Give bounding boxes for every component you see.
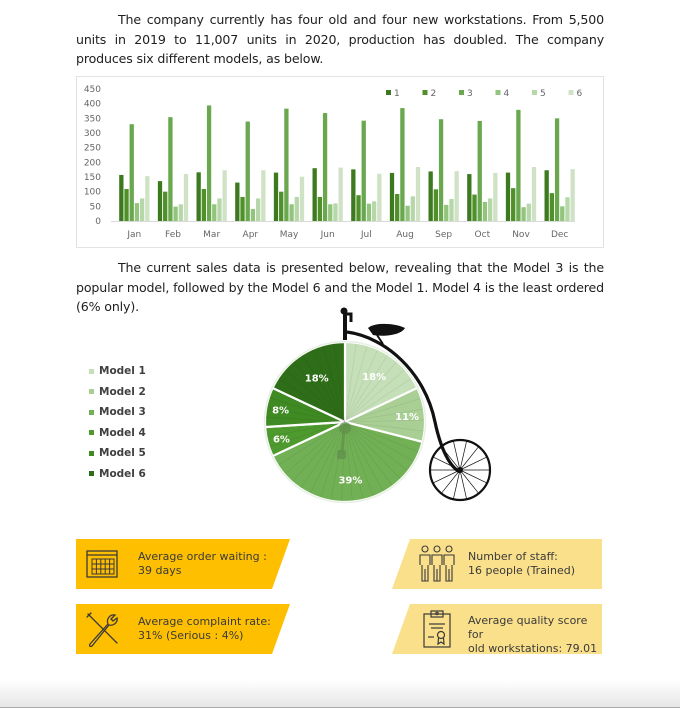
- staff-icon: [418, 545, 456, 583]
- bar-aug-model-1: [390, 173, 394, 221]
- bar-aug-model-4: [405, 206, 409, 221]
- x-tick-label: Dec: [550, 230, 569, 240]
- bar-mar-model-4: [212, 204, 216, 221]
- bar-may-model-4: [289, 204, 293, 221]
- pie-data-label: 18%: [362, 372, 387, 384]
- pie-data-label: 11%: [395, 412, 420, 424]
- bar-may-model-5: [295, 197, 299, 221]
- card-quality-score: [392, 604, 602, 654]
- pie-data-label: 18%: [304, 373, 329, 385]
- bar-feb-model-3: [168, 117, 172, 221]
- legend-swatch: [89, 471, 94, 476]
- clipboard-certificate-icon: [422, 609, 452, 649]
- rear-wheel-hub: [457, 467, 463, 473]
- y-tick-label: 0: [95, 217, 101, 227]
- bar-nov-model-3: [516, 110, 520, 221]
- bar-may-model-6: [300, 177, 304, 221]
- pie-data-label: 8%: [272, 405, 290, 417]
- bar-jun-model-4: [328, 204, 332, 221]
- bar-jul-model-4: [367, 204, 371, 221]
- pie-legend-item: [89, 361, 146, 382]
- bar-sep-model-6: [455, 171, 459, 221]
- y-tick-label: 250: [83, 143, 101, 154]
- y-tick-label: 150: [83, 173, 101, 183]
- bar-nov-model-6: [532, 167, 536, 221]
- y-tick-label: 100: [83, 187, 101, 198]
- bar-jan-model-6: [145, 176, 149, 221]
- bar-dec-model-6: [571, 169, 575, 221]
- legend-label: 2: [430, 89, 437, 99]
- saddle: [368, 324, 405, 336]
- bar-oct-model-4: [483, 202, 487, 221]
- x-tick-label: Jul: [360, 230, 372, 240]
- bar-jul-model-6: [377, 174, 381, 221]
- legend-label: Model 5: [99, 447, 146, 460]
- y-tick-label: 450: [83, 85, 101, 95]
- bar-dec-model-1: [545, 170, 549, 221]
- bar-jun-model-6: [339, 168, 343, 221]
- intro-paragraph: [76, 10, 604, 69]
- bar-jan-model-5: [140, 198, 144, 221]
- card-value: 16 people (Trained): [468, 564, 576, 577]
- pedal: [337, 450, 346, 459]
- legend-swatch: [532, 90, 537, 95]
- bar-dec-model-4: [560, 206, 564, 221]
- bar-oct-model-2: [472, 195, 476, 221]
- legend-swatch: [89, 451, 94, 456]
- x-tick-label: Jun: [320, 230, 335, 240]
- card-label: Number of staff:: [468, 550, 558, 563]
- bar-mar-model-2: [202, 189, 206, 221]
- x-tick-label: Feb: [165, 230, 181, 240]
- bar-jul-model-1: [351, 169, 355, 221]
- bar-sep-model-3: [439, 119, 443, 221]
- tools-icon: [84, 610, 122, 648]
- card-value: 31% (Serious : 4%): [138, 629, 244, 642]
- card-label: Average order waiting :: [138, 550, 267, 563]
- bar-oct-model-1: [467, 174, 471, 221]
- bar-nov-model-1: [506, 173, 510, 221]
- legend-swatch: [569, 90, 574, 95]
- x-tick-label: Jan: [127, 230, 142, 240]
- y-tick-label: 400: [83, 99, 101, 110]
- pie-data-label: 6%: [272, 434, 290, 446]
- rear-wheel-spoke: [433, 470, 460, 483]
- pie-legend-item: [89, 423, 146, 444]
- legend-label: 5: [540, 89, 546, 99]
- bar-feb-model-4: [173, 207, 177, 221]
- legend-label: 3: [467, 89, 473, 99]
- bar-nov-model-2: [511, 188, 515, 221]
- bar-may-model-1: [274, 173, 278, 221]
- y-tick-label: 300: [83, 129, 101, 139]
- pie-legend-item: [89, 382, 146, 403]
- bar-aug-model-3: [400, 108, 404, 221]
- legend-label: 1: [394, 89, 400, 99]
- bar-mar-model-6: [223, 170, 227, 221]
- bar-apr-model-2: [240, 197, 244, 221]
- bar-dec-model-2: [550, 193, 554, 221]
- bar-sep-model-4: [444, 205, 448, 221]
- bar-dec-model-5: [565, 197, 569, 221]
- y-tick-label: 350: [83, 114, 101, 125]
- x-tick-label: Mar: [203, 230, 221, 240]
- legend-label: Model 3: [99, 406, 146, 419]
- bar-mar-model-3: [207, 105, 211, 221]
- sales-text: The current sales data is presented below, revealing that the Model 3 is the popular model, followed by the Model 6 and the Model 1. Model 4 is the least ordered (6% only).: [76, 260, 604, 314]
- bar-mar-model-5: [217, 198, 221, 221]
- bar-jun-model-1: [313, 168, 317, 221]
- bar-sep-model-1: [429, 171, 433, 221]
- card-label: Average quality score for: [468, 614, 588, 641]
- bar-oct-model-6: [493, 173, 497, 221]
- x-tick-label: Aug: [396, 230, 414, 240]
- bar-jul-model-3: [362, 121, 366, 221]
- card-complaint-rate: [76, 604, 290, 654]
- legend-swatch: [496, 90, 501, 95]
- bar-apr-model-3: [246, 122, 250, 221]
- bar-aug-model-2: [395, 194, 399, 221]
- legend-label: Model 4: [99, 426, 146, 439]
- bar-jan-model-3: [130, 124, 134, 221]
- pie-legend-item: [89, 443, 146, 464]
- bar-sep-model-2: [434, 189, 438, 221]
- x-tick-label: Oct: [474, 230, 491, 240]
- bar-mar-model-1: [197, 172, 201, 221]
- bar-jun-model-5: [333, 203, 337, 221]
- bar-jun-model-2: [318, 197, 322, 221]
- rear-wheel-spoke: [460, 470, 487, 483]
- penny-farthing-pie-chart: [255, 302, 505, 507]
- page-bottom-shadow: [0, 680, 680, 707]
- bar-aug-model-5: [411, 196, 415, 221]
- bar-jun-model-3: [323, 113, 327, 221]
- legend-label: Model 6: [99, 467, 146, 480]
- pie-legend-item: [89, 402, 146, 423]
- bar-feb-model-6: [184, 174, 188, 221]
- calendar-icon: [86, 550, 118, 578]
- bar-jan-model-4: [135, 203, 139, 221]
- legend-swatch: [386, 90, 391, 95]
- bar-nov-model-4: [521, 207, 525, 221]
- legend-label: 6: [576, 89, 583, 99]
- x-tick-label: May: [279, 230, 299, 240]
- bar-jul-model-2: [356, 195, 360, 221]
- bar-apr-model-5: [256, 198, 260, 221]
- x-tick-label: Sep: [435, 230, 453, 240]
- y-tick-label: 200: [83, 158, 101, 169]
- bar-nov-model-5: [527, 204, 531, 221]
- legend-swatch: [423, 90, 428, 95]
- legend-swatch: [89, 369, 94, 374]
- bar-aug-model-6: [416, 167, 420, 221]
- monthly-production-chart: [76, 76, 604, 248]
- intro-text: The company currently has four old and four new workstations. From 5,500 units in 2019 to 11,007 units in 2020, production has doubled. The company produces six different models, as below.: [76, 12, 604, 66]
- bar-jan-model-1: [119, 175, 123, 221]
- bar-oct-model-3: [478, 121, 482, 221]
- bar-apr-model-6: [261, 170, 265, 221]
- card-value: old workstations: 79.01: [468, 642, 598, 655]
- bar-may-model-3: [284, 109, 288, 221]
- legend-swatch: [459, 90, 464, 95]
- bar-jul-model-5: [372, 201, 376, 221]
- legend-swatch: [89, 410, 94, 415]
- bar-jan-model-2: [124, 189, 128, 221]
- y-tick-label: 50: [89, 202, 101, 213]
- bar-feb-model-2: [163, 192, 167, 221]
- card-value: 39 days: [138, 564, 182, 577]
- legend-swatch: [89, 389, 94, 394]
- bar-feb-model-5: [179, 204, 183, 221]
- x-tick-label: Apr: [242, 230, 259, 240]
- pie-legend-item: [89, 464, 146, 485]
- rear-wheel-spoke: [460, 457, 487, 470]
- card-order-waiting: [76, 539, 290, 589]
- bar-oct-model-5: [488, 198, 492, 221]
- bar-feb-model-1: [158, 181, 162, 221]
- card-staff: [392, 539, 602, 589]
- x-tick-label: Nov: [512, 230, 530, 240]
- pie-legend: [89, 361, 146, 484]
- bar-apr-model-1: [235, 183, 239, 221]
- bar-sep-model-5: [449, 199, 453, 221]
- bar-apr-model-4: [251, 209, 255, 221]
- legend-label: 4: [503, 89, 510, 99]
- bar-may-model-2: [279, 192, 283, 221]
- legend-label: Model 2: [99, 385, 146, 398]
- pie-data-label: 39%: [338, 475, 363, 487]
- bar-dec-model-3: [555, 118, 559, 221]
- card-label: Average complaint rate:: [138, 615, 271, 628]
- legend-swatch: [89, 430, 94, 435]
- legend-label: Model 1: [99, 365, 146, 378]
- bar-chart-svg: [77, 77, 603, 247]
